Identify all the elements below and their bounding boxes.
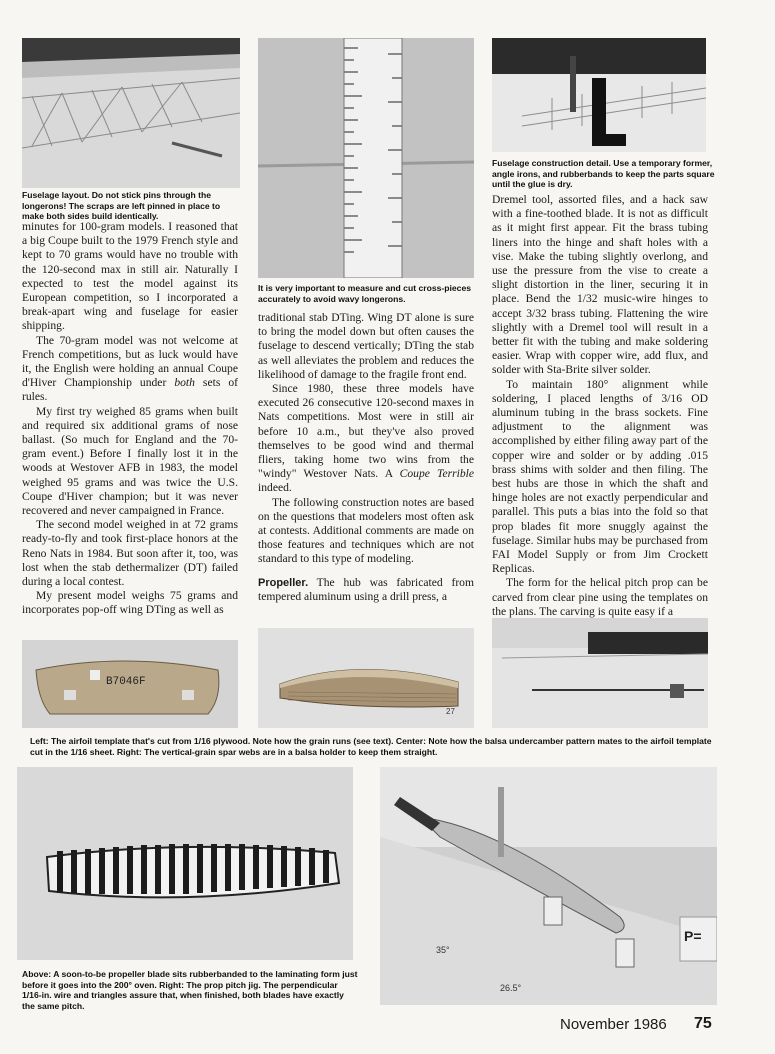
jig-tag-1: 35° <box>436 945 450 955</box>
photo-spar-webs <box>492 618 708 728</box>
paragraph: The 70-gram model was not welcome at French competitions, but as luck would have it, the English were holding an annual Coupe d'Hiver Championship under both sets of rules. <box>22 333 238 404</box>
paragraph: The form for the helical pitch prop can be carved from clear pine using the templates on the plans. The carving is quite easy if a <box>492 576 708 618</box>
jig-tag-2: 26.5° <box>500 983 522 993</box>
paragraph: My first try weighed 85 grams when built and required six additional grams of nose ballast. (So much for England and the 70-gram event.) Before I finally lost it in the woods at Westover AFB in 1983, the model weighed 95 grams and was twice the U.S. Coupe d'Hiver champion; but it was never recovered and never campaigned in France. <box>22 404 238 518</box>
photo-ruler-measure <box>258 38 474 278</box>
text-column-1 <box>22 220 238 618</box>
jig-tag-3: P= <box>684 928 702 944</box>
photo-airfoil-template <box>22 640 238 728</box>
paragraph: Since 1980, these three models have executed 26 consecutive 120-second maxes in Nats competitions. Most were in still air before 10 a.m., but they've also proved themselves to be good wind and thermal fliers, taking home two wins from the "windy" Westover Nats. A Coupe Terrible indeed. <box>258 382 474 495</box>
photo-fuselage-layout <box>22 38 240 188</box>
caption-measure: It is very important to measure and cut cross-pieces accurately to avoid wavy longerons. <box>258 283 472 304</box>
photo-construction-detail <box>492 38 706 152</box>
caption-fuselage-layout: Fuselage layout. Do not stick pins through the longerons! The scraps are left pinned in place to make both sides build identically. <box>22 190 221 222</box>
photo-prop-pitch-jig <box>380 767 717 1005</box>
paragraph: traditional stab DTing. Wing DT alone is sure to bring the model down but often causes the fuselage to descend vertically; DTing the stab as well alleviates the problem and reduces the likelihood of damage to the fragile front end. <box>258 311 474 381</box>
paragraph: The second model weighed in at 72 grams ready-to-fly and took first-place honors at the Reno Nats in 1984. But soon after it, too, was lost when the stab dethermalizer (DT) failed during a local contest. <box>22 518 238 589</box>
text-column-3 <box>492 193 708 619</box>
page-number: 75 <box>694 1015 712 1032</box>
template-label: B7046F <box>106 676 146 688</box>
footer-date: November 1986 <box>560 1016 667 1033</box>
paragraph: Dremel tool, assorted files, and a hack saw with a fine-toothed blade. It is not as difficult as it might first appear. Fit the brass tubing liners into the hinge and shaft holes with a vise. Make the tubing slightly overlong, and use the pressure from the vise to create a slight distortion in the liner, securing it in place. Bend the 1/32 music-wire hinges to accept 3/32 brass tubing. Flattening the wire slightly with a Dremel tool will result in a better fit with the tubing and make soldering easier. Wrap with copper wire, add flux, and solder with Sta-Brite silver solder. <box>492 193 708 377</box>
caption-prop: Above: A soon-to-be propeller blade sits rubberbanded to the laminating form just before it goes into the 200° oven. Right: The prop pitch jig. The perpendicular 1/16-in. wire and triangles assure that, when finished, both blades have exactly the same pitch. <box>22 969 358 1011</box>
paragraph: My present model weighs 75 grams and incorporates pop-off wing DTing as well as <box>22 589 238 617</box>
paragraph: The following construction notes are based on the questions that modelers most often ask at contests. Additional comments are made on those features and techniques which are not standard to this type of modeling. <box>258 495 474 566</box>
paragraph: To maintain 180° alignment while soldering, I placed lengths of 3/16 OD aluminum tubing in the brass sockets. Fine adjustment to the alignment was accomplished by either filing away part of the copper wire and solder or by adding .015 brass shims with solder and then filing. The best hubs are those in which the shaft and hinge holes are not exactly perpendicular and parallel. This puts a bias into the fold so that prop blades fit more snuggly against the fuselage. Similar hubs may be purchased from FAI Model Supply or from Jim Crockett Replicas. <box>492 377 708 576</box>
photo-balsa-pattern <box>258 628 474 728</box>
paragraph: minutes for 100-gram models. I reasoned that a big Coupe built to the 1979 French style and kept to 70 grams would have no trouble with the 120-second max in still air. Naturally I expected to test the model against its European competition, so I incorporated a break-apart wing and fuselage for easier shipping. <box>22 220 238 333</box>
balsa-mark: 27 <box>446 707 455 716</box>
caption-templates: Left: The airfoil template that's cut from 1/16 plywood. Note how the grain runs (see text). Center: Note how the balsa undercamber pattern mates to the airfoil template cut in the 1/16 sheet. Right: The vertical-grain spar webs are in a balsa holder to keep them straight. <box>30 736 712 757</box>
text-column-2 <box>258 311 474 604</box>
paragraph-propeller: Propeller. The hub was fabricated from tempered aluminum using a drill press, a <box>258 575 474 603</box>
photo-laminating-form <box>17 767 353 960</box>
caption-construction-detail: Fuselage construction detail. Use a temporary former, angle irons, and rubberbands to keep the parts square until the glue is dry. <box>492 158 715 190</box>
